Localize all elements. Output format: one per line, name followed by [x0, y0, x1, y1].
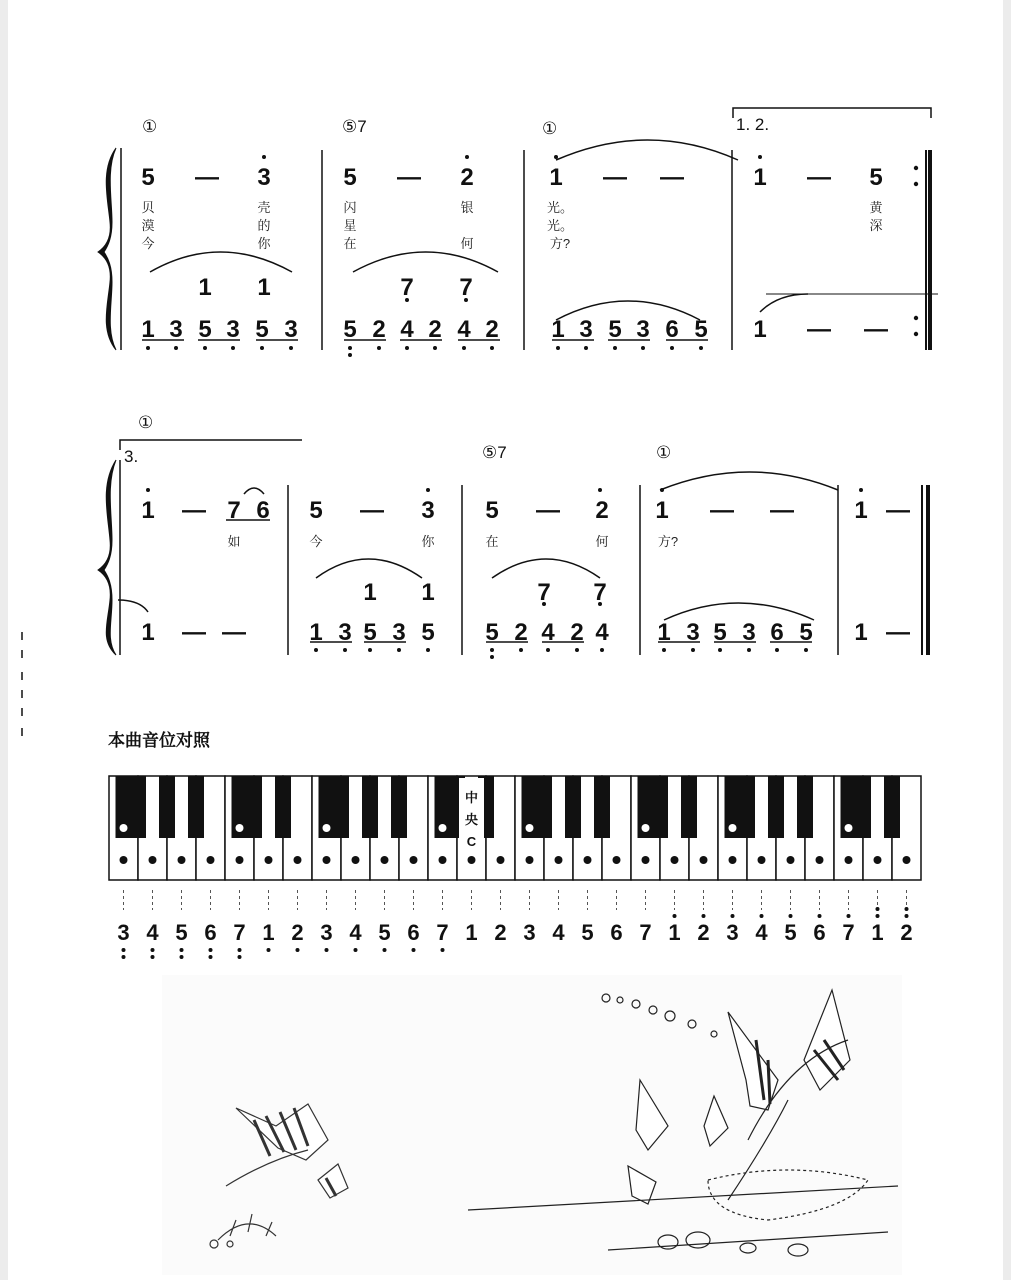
note: 4	[457, 316, 471, 343]
octave-dot	[354, 948, 358, 952]
note: 3	[742, 619, 756, 646]
middle-c-label: C	[466, 834, 477, 849]
scale-number: 4	[146, 920, 159, 945]
octave-dot	[267, 948, 271, 952]
key-dot	[903, 856, 911, 864]
scale-number: 1	[668, 920, 681, 945]
octave-dot	[209, 955, 213, 959]
key-dot	[584, 856, 592, 864]
note: 7	[459, 274, 473, 301]
scale-number: 7	[233, 920, 246, 945]
dash: —	[397, 164, 421, 191]
lyric: 黄	[869, 200, 883, 215]
octave-dot	[209, 948, 213, 952]
key-dot	[439, 856, 447, 864]
scale-number: 7	[639, 920, 652, 945]
key-dot	[642, 824, 650, 832]
key-dot	[120, 856, 128, 864]
key-dot	[729, 856, 737, 864]
key-dot	[294, 856, 302, 864]
octave-dot	[122, 948, 126, 952]
note: 6	[770, 619, 784, 646]
scale-number: 3	[726, 920, 739, 945]
key-dot	[207, 856, 215, 864]
black-key	[797, 776, 813, 838]
chord-symbol: ①	[138, 413, 154, 432]
note: 1	[421, 579, 435, 606]
scale-number: 4	[552, 920, 565, 945]
note: 5	[485, 619, 499, 646]
note: 5	[869, 164, 883, 191]
note: 7	[227, 497, 241, 524]
note: 7	[400, 274, 414, 301]
octave-dot	[702, 914, 706, 918]
scale-number: 1	[871, 920, 884, 945]
fish-illustration	[162, 975, 902, 1275]
key-dot	[613, 856, 621, 864]
note: 2	[570, 619, 584, 646]
dash: —	[660, 164, 684, 191]
octave-dot	[789, 914, 793, 918]
octave-dot	[151, 948, 155, 952]
black-key	[362, 776, 378, 838]
scale-number: 6	[610, 920, 623, 945]
key-dot	[526, 856, 534, 864]
octave-dot	[760, 914, 764, 918]
middle-c-label: 央	[464, 812, 479, 827]
dash: —	[807, 316, 831, 343]
black-key	[130, 776, 146, 838]
octave-dot	[818, 914, 822, 918]
key-dot	[845, 824, 853, 832]
octave-dot	[325, 948, 329, 952]
note: 4	[541, 619, 555, 646]
scale-number: 1	[465, 920, 478, 945]
note: 4	[595, 619, 609, 646]
chord-symbol: ⑤7	[342, 117, 367, 136]
octave-dot	[673, 914, 677, 918]
dash: —	[182, 497, 206, 524]
octave-dot	[180, 948, 184, 952]
black-key	[855, 776, 871, 838]
keyboard-scale-numbers	[117, 890, 912, 959]
middle-c-label: 中	[464, 790, 479, 805]
note: 5	[255, 316, 269, 343]
key-dot	[439, 824, 447, 832]
black-key	[246, 776, 262, 838]
octave-dot	[122, 955, 126, 959]
octave-dot	[876, 907, 880, 911]
lyric: 壳	[257, 200, 271, 215]
note: 5	[343, 316, 357, 343]
note: 1	[657, 619, 671, 646]
note: 1	[309, 619, 323, 646]
scale-number: 3	[320, 920, 333, 945]
note: 3	[686, 619, 700, 646]
note: 1	[141, 619, 155, 646]
note: 1	[363, 579, 377, 606]
note: 1	[854, 497, 868, 524]
scale-number: 3	[117, 920, 130, 945]
note: 5	[309, 497, 323, 524]
note: 3	[257, 164, 271, 191]
octave-dot	[441, 948, 445, 952]
note: 2	[514, 619, 528, 646]
scale-number: 6	[407, 920, 420, 945]
key-dot	[642, 856, 650, 864]
chord-symbol: ⑤7	[482, 443, 507, 462]
note: 5	[799, 619, 813, 646]
black-key	[565, 776, 581, 838]
note: 1	[753, 316, 767, 343]
note: 3	[226, 316, 240, 343]
octave-dot	[238, 948, 242, 952]
lyric: 在	[343, 236, 357, 251]
black-key	[884, 776, 900, 838]
key-dot	[178, 856, 186, 864]
octave-dot	[412, 948, 416, 952]
key-dot	[787, 856, 795, 864]
note: 3	[169, 316, 183, 343]
lyric: 银	[460, 200, 474, 215]
note: 5	[608, 316, 622, 343]
key-dot	[323, 824, 331, 832]
note: 5	[421, 619, 435, 646]
key-dot	[265, 856, 273, 864]
black-key	[333, 776, 349, 838]
note: 3	[579, 316, 593, 343]
note: 1	[655, 497, 669, 524]
scale-number: 5	[175, 920, 188, 945]
dash: —	[536, 497, 560, 524]
dash: —	[195, 164, 219, 191]
lyric: 你	[421, 534, 435, 549]
black-key	[188, 776, 204, 838]
note: 7	[537, 579, 551, 606]
volta-label: 1. 2.	[736, 115, 770, 134]
note: 5	[343, 164, 357, 191]
dash: —	[864, 316, 888, 343]
note: 5	[485, 497, 499, 524]
black-key	[159, 776, 175, 838]
scale-number: 5	[784, 920, 797, 945]
scale-number: 5	[581, 920, 594, 945]
note: 1	[753, 164, 767, 191]
dash: —	[182, 619, 206, 646]
key-dot	[816, 856, 824, 864]
black-key	[536, 776, 552, 838]
note: 3	[421, 497, 435, 524]
note: 5	[141, 164, 155, 191]
keyboard-section-title: 本曲音位对照	[108, 731, 210, 751]
note: 1	[551, 316, 565, 343]
note: 6	[665, 316, 679, 343]
key-dot	[845, 856, 853, 864]
octave-dot	[876, 914, 880, 918]
black-key	[681, 776, 697, 838]
note: 7	[593, 579, 607, 606]
key-dot	[526, 824, 534, 832]
note: 2	[460, 164, 474, 191]
scale-number: 6	[813, 920, 826, 945]
note: 5	[694, 316, 708, 343]
octave-dot	[905, 907, 909, 911]
lyric: 何	[595, 534, 609, 549]
scale-number: 4	[349, 920, 362, 945]
piano-keyboard	[109, 776, 921, 880]
chord-symbol: ①	[656, 443, 672, 462]
note: 2	[428, 316, 442, 343]
note: 1	[549, 164, 563, 191]
lyric: 方?	[549, 236, 571, 251]
key-dot	[555, 856, 563, 864]
dash: —	[603, 164, 627, 191]
system-brace	[98, 148, 116, 350]
scale-number: 2	[291, 920, 304, 945]
key-dot	[236, 824, 244, 832]
scale-number: 2	[900, 920, 913, 945]
lyric: 何	[460, 236, 474, 251]
black-key	[275, 776, 291, 838]
note: 2	[372, 316, 386, 343]
note: 2	[485, 316, 499, 343]
scale-number: 7	[436, 920, 449, 945]
volta-label: 3.	[124, 447, 139, 466]
note: 6	[256, 497, 270, 524]
scale-number: 1	[262, 920, 275, 945]
key-dot	[381, 856, 389, 864]
note: 1	[854, 619, 868, 646]
key-dot	[700, 856, 708, 864]
lyric: 今	[309, 534, 323, 549]
lyric: 星	[343, 218, 357, 233]
scale-number: 2	[697, 920, 710, 945]
octave-dot	[151, 955, 155, 959]
dash: —	[770, 497, 794, 524]
black-key	[594, 776, 610, 838]
lyric: 你	[257, 236, 271, 251]
black-key	[739, 776, 755, 838]
note: 3	[636, 316, 650, 343]
key-dot	[120, 824, 128, 832]
key-dot	[323, 856, 331, 864]
note: 3	[284, 316, 298, 343]
octave-dot	[238, 955, 242, 959]
key-dot	[410, 856, 418, 864]
score-page	[8, 0, 1003, 1280]
note: 5	[198, 316, 212, 343]
key-dot	[874, 856, 882, 864]
lyric: 深	[869, 218, 883, 233]
black-key	[768, 776, 784, 838]
chord-symbol: ①	[542, 119, 558, 138]
lyric: 今	[141, 236, 155, 251]
scale-number: 2	[494, 920, 507, 945]
note: 3	[338, 619, 352, 646]
octave-dot	[731, 914, 735, 918]
key-dot	[497, 856, 505, 864]
octave-dot	[847, 914, 851, 918]
lyric: 闪	[343, 200, 357, 215]
system-brace	[98, 460, 116, 655]
note: 5	[363, 619, 377, 646]
scale-number: 4	[755, 920, 768, 945]
octave-dot	[180, 955, 184, 959]
note: 1	[198, 274, 212, 301]
sheet-music	[8, 0, 1003, 1280]
key-dot	[468, 856, 476, 864]
scale-number: 5	[378, 920, 391, 945]
lyric: 的	[257, 218, 271, 233]
lyric: 光。	[546, 218, 574, 233]
key-dot	[352, 856, 360, 864]
dash: —	[360, 497, 384, 524]
dash: —	[710, 497, 734, 524]
lyric: 如	[227, 534, 241, 549]
key-dot	[236, 856, 244, 864]
octave-dot	[383, 948, 387, 952]
black-key	[652, 776, 668, 838]
note: 2	[595, 497, 609, 524]
key-dot	[149, 856, 157, 864]
note: 3	[392, 619, 406, 646]
lyric: 方?	[657, 534, 679, 549]
note: 1	[141, 316, 155, 343]
lyric: 在	[485, 534, 499, 549]
key-dot	[671, 856, 679, 864]
key-dot	[758, 856, 766, 864]
dash: —	[807, 164, 831, 191]
scale-number: 7	[842, 920, 855, 945]
note: 1	[257, 274, 271, 301]
octave-dot	[905, 914, 909, 918]
key-dot	[729, 824, 737, 832]
lyric: 漠	[141, 218, 155, 233]
octave-dot	[296, 948, 300, 952]
note: 4	[400, 316, 414, 343]
scale-number: 6	[204, 920, 217, 945]
dash: —	[222, 619, 246, 646]
black-key	[391, 776, 407, 838]
scale-number: 3	[523, 920, 536, 945]
dash: —	[886, 619, 910, 646]
dash: —	[886, 497, 910, 524]
lyric: 光。	[546, 200, 574, 215]
note: 5	[713, 619, 727, 646]
chord-symbol: ①	[142, 117, 158, 136]
lyric: 贝	[141, 200, 155, 215]
note: 1	[141, 497, 155, 524]
